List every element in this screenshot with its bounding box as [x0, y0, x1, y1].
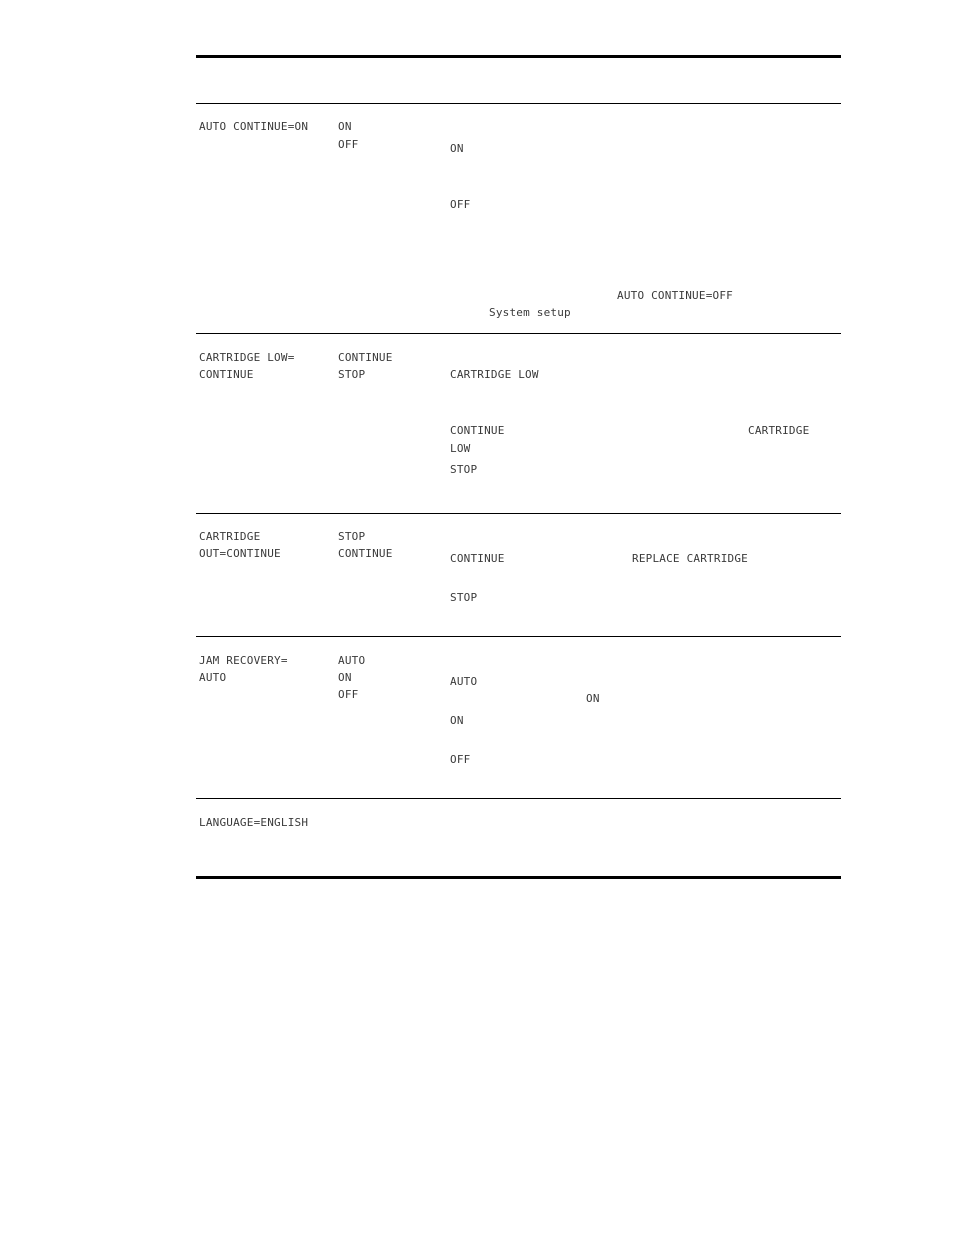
- description-keyword: REPLACE CARTRIDGE: [632, 552, 748, 565]
- description-keyword: System setup: [489, 306, 571, 319]
- description-keyword: CARTRIDGE: [748, 424, 810, 437]
- description-keyword: OFF: [450, 198, 471, 211]
- table-bottom-rule: [196, 876, 841, 879]
- menu-item-label: CARTRIDGE: [199, 530, 261, 543]
- row-divider: [196, 513, 841, 514]
- description-keyword: AUTO: [450, 675, 478, 688]
- value-option: ON: [338, 671, 352, 684]
- value-option: STOP: [338, 530, 366, 543]
- row-divider: [196, 636, 841, 637]
- description-keyword: ON: [586, 692, 600, 705]
- row-divider: [196, 333, 841, 334]
- value-option: STOP: [338, 368, 366, 381]
- description-keyword: CONTINUE: [450, 552, 505, 565]
- table-top-rule: [196, 55, 841, 58]
- description-keyword: STOP: [450, 463, 478, 476]
- menu-item-label: OUT=CONTINUE: [199, 547, 281, 560]
- header-divider: [196, 103, 841, 104]
- menu-item-label: JAM RECOVERY=: [199, 654, 288, 667]
- description-keyword: CARTRIDGE LOW: [450, 368, 539, 381]
- row-divider: [196, 798, 841, 799]
- menu-item-label: CONTINUE: [199, 368, 254, 381]
- value-option: OFF: [338, 688, 359, 701]
- description-keyword: ON: [450, 142, 464, 155]
- menu-item-label: AUTO: [199, 671, 227, 684]
- description-keyword: LOW: [450, 442, 471, 455]
- menu-item-label: LANGUAGE=ENGLISH: [199, 816, 309, 829]
- value-option: CONTINUE: [338, 547, 393, 560]
- value-option: ON: [338, 120, 352, 133]
- menu-item-label: CARTRIDGE LOW=: [199, 351, 295, 364]
- description-keyword: OFF: [450, 753, 471, 766]
- value-option: OFF: [338, 138, 359, 151]
- value-option: CONTINUE: [338, 351, 393, 364]
- value-option: AUTO: [338, 654, 366, 667]
- description-keyword: CONTINUE: [450, 424, 505, 437]
- description-keyword: ON: [450, 714, 464, 727]
- menu-item-label: AUTO CONTINUE=ON: [199, 120, 309, 133]
- description-keyword: AUTO CONTINUE=OFF: [617, 289, 733, 302]
- description-keyword: STOP: [450, 591, 478, 604]
